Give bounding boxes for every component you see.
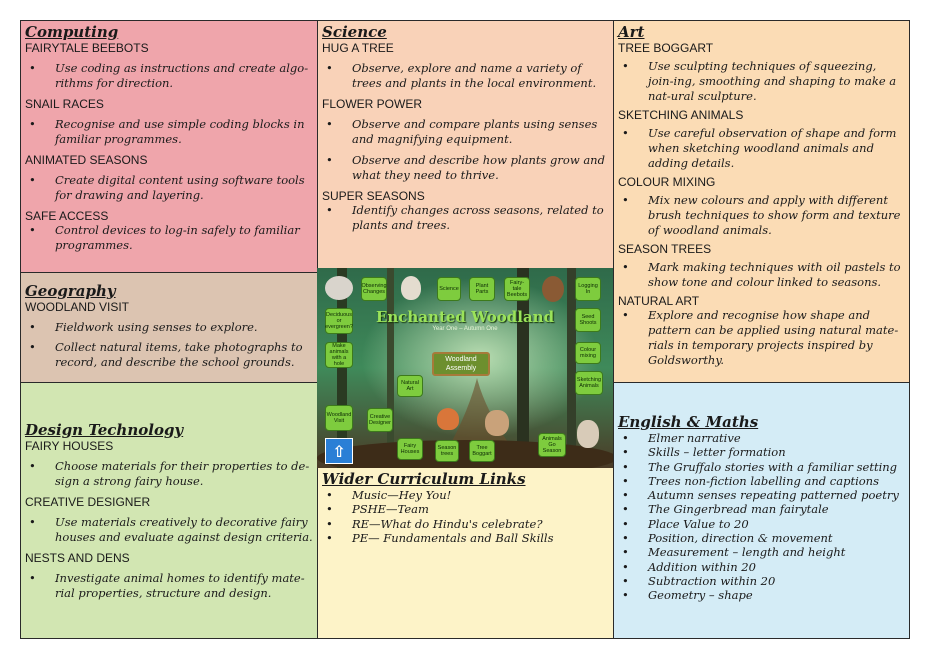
computing-section: [21, 153, 317, 203]
list-item: • The Gruffalo stories with a familiar setting: [614, 460, 909, 474]
owl-icon: [401, 276, 421, 300]
deer-icon: [485, 410, 509, 436]
list-item: • Observe and compare plants using senses and magnifying equipment.: [318, 117, 613, 147]
list-item: • Elmer narrative: [614, 431, 909, 445]
enchanted-woodland-picture: [317, 268, 613, 469]
board-tile: Seed Shoots: [575, 308, 601, 332]
board-title: Enchanted Woodland: [375, 308, 555, 326]
up-arrow-icon: ⇧: [325, 438, 353, 464]
list-item: • Use coding as instructions and create algo-rithms for direction.: [21, 61, 317, 91]
rabbit-icon: [577, 420, 599, 448]
list-item: • Collect natural items, take photographs to record, and describe the school grounds.: [21, 340, 317, 370]
list-item: • Observe and describe how plants grow and what they need to thrive.: [318, 153, 613, 183]
list-item: • Choose materials for their properties to de-sign a strong fairy house.: [21, 459, 317, 489]
section-heading: SNAIL RACES: [25, 97, 104, 111]
science-title: Science: [322, 23, 387, 41]
section-heading: SKETCHING ANIMALS: [618, 108, 744, 122]
board-tile: Fairy-tale Beebots: [504, 277, 530, 301]
section-heading: TREE BOGGART: [618, 41, 714, 55]
board-tile: Deciduous or evergreen?: [325, 308, 353, 334]
section-heading: COLOUR MIXING: [618, 175, 716, 189]
geography-title: Geography: [25, 282, 116, 300]
art-title: Art: [618, 23, 645, 41]
section-heading: CREATIVE DESIGNER: [25, 495, 151, 509]
board-tile: Season trees: [435, 440, 459, 462]
list-item: • PE— Fundamentals and Ball Skills: [318, 531, 613, 545]
section-heading: SUPER SEASONS: [322, 189, 425, 203]
section-heading: HUG A TREE: [322, 41, 394, 55]
list-item: • Mix new colours and apply with different brush techniques to show form and texture of woodland animals.: [614, 193, 909, 238]
section-heading: WOODLAND VISIT: [25, 300, 130, 314]
list-item: • Use careful observation of shape and form when sketching woodland animals and adding details.: [614, 126, 909, 171]
english-maths-title: English & Maths: [618, 413, 759, 431]
board-tile: Creative Designer: [367, 408, 393, 432]
board-tile: Tree Boggart: [469, 440, 495, 462]
board-tile: Colour mixing: [575, 342, 601, 364]
board-tile: Animals Go Season: [538, 433, 566, 457]
art-panel: [613, 20, 910, 383]
list-item: • Explore and recognise how shape and pattern can be applied using natural mate-rials in temporary projects inspired by Goldsworthy.: [614, 308, 909, 368]
list-item: • Investigate animal homes to identify mate-rial properties, structure and design.: [21, 571, 317, 601]
list-item: • The Gingerbread man fairytale: [614, 502, 909, 516]
list-item: • Trees non-fiction labelling and captions: [614, 474, 909, 488]
list-item: • Autumn senses repeating patterned poetry: [614, 488, 909, 502]
list-item: • Music—Hey You!: [318, 488, 613, 502]
list-item: • RE—What do Hindu's celebrate?: [318, 517, 613, 531]
list-item: • Use materials creatively to decorative fairy houses and evaluate against design criteria.: [21, 515, 317, 545]
list-item: • Subtraction within 20: [614, 574, 909, 588]
wider-curriculum-title: Wider Curriculum Links: [322, 470, 526, 488]
mouse-icon: [325, 276, 353, 300]
section-heading: FAIRY HOUSES: [25, 439, 114, 453]
list-item: • Skills – letter formation: [614, 445, 909, 459]
computing-title: Computing: [25, 23, 119, 41]
section-heading: NATURAL ART: [618, 294, 700, 308]
board-tile: Sketching Animals: [575, 371, 603, 395]
list-item: • Mark making techniques with oil pastels to show tone and colour linked to seasons.: [614, 260, 909, 290]
section-heading: FLOWER POWER: [322, 97, 423, 111]
section-heading: SEASON TREES: [618, 242, 712, 256]
board-tile: Woodland Visit: [325, 405, 353, 431]
woodland-assembly-sign: Woodland Assembly: [432, 352, 490, 376]
design-technology-title: Design Technology: [25, 421, 184, 439]
board-tile: Make animals with a hole: [325, 342, 353, 368]
list-item: • Control devices to log-in safely to familiar programmes.: [21, 223, 317, 253]
list-item: • Measurement – length and height: [614, 545, 909, 559]
board-tile: Natural Art: [397, 375, 423, 397]
list-item: • PSHE—Team: [318, 502, 613, 516]
list-item: • Fieldwork using senses to explore.: [21, 320, 317, 335]
list-item: • Recognise and use simple coding blocks in familiar programmes.: [21, 117, 317, 147]
list-item: • Geometry – shape: [614, 588, 909, 602]
section-heading: FAIRYTALE BEEBOTS: [25, 41, 149, 55]
board-tile: Logging In: [575, 277, 601, 301]
wider-curriculum-panel: [317, 468, 614, 639]
list-item: • Place Value to 20: [614, 517, 909, 531]
list-item: • Observe, explore and name a variety of trees and plants in the local environment.: [318, 61, 613, 91]
list-item: • Position, direction & movement: [614, 531, 909, 545]
board-tile: Fairy Houses: [397, 438, 423, 460]
computing-section: [21, 209, 317, 253]
section-heading: ANIMATED SEASONS: [25, 153, 148, 167]
computing-section: [21, 41, 317, 91]
list-item: • Create digital content using software tools for drawing and layering.: [21, 173, 317, 203]
science-panel: [317, 20, 614, 269]
board-subtitle: Year One – Autumn One: [432, 326, 498, 332]
fox-icon: [437, 408, 459, 430]
list-item: • Use sculpting techniques of squeezing, join-ing, smoothing and shaping to make a nat-ural sculpture.: [614, 59, 909, 104]
squirrel-icon: [542, 276, 564, 302]
board-tile: Plant Parts: [469, 277, 495, 301]
design-technology-panel: [20, 382, 318, 639]
geography-panel: [20, 272, 318, 383]
list-item: • Addition within 20: [614, 560, 909, 574]
computing-section: [21, 97, 317, 147]
board-tile: Science: [437, 277, 461, 301]
section-heading: NESTS AND DENS: [25, 551, 130, 565]
english-maths-panel: [613, 382, 910, 639]
computing-panel: [20, 20, 318, 273]
section-heading: SAFE ACCESS: [25, 209, 109, 223]
list-item: • Identify changes across seasons, related to plants and trees.: [318, 203, 613, 233]
board-tile: Observing Changes: [361, 277, 387, 301]
